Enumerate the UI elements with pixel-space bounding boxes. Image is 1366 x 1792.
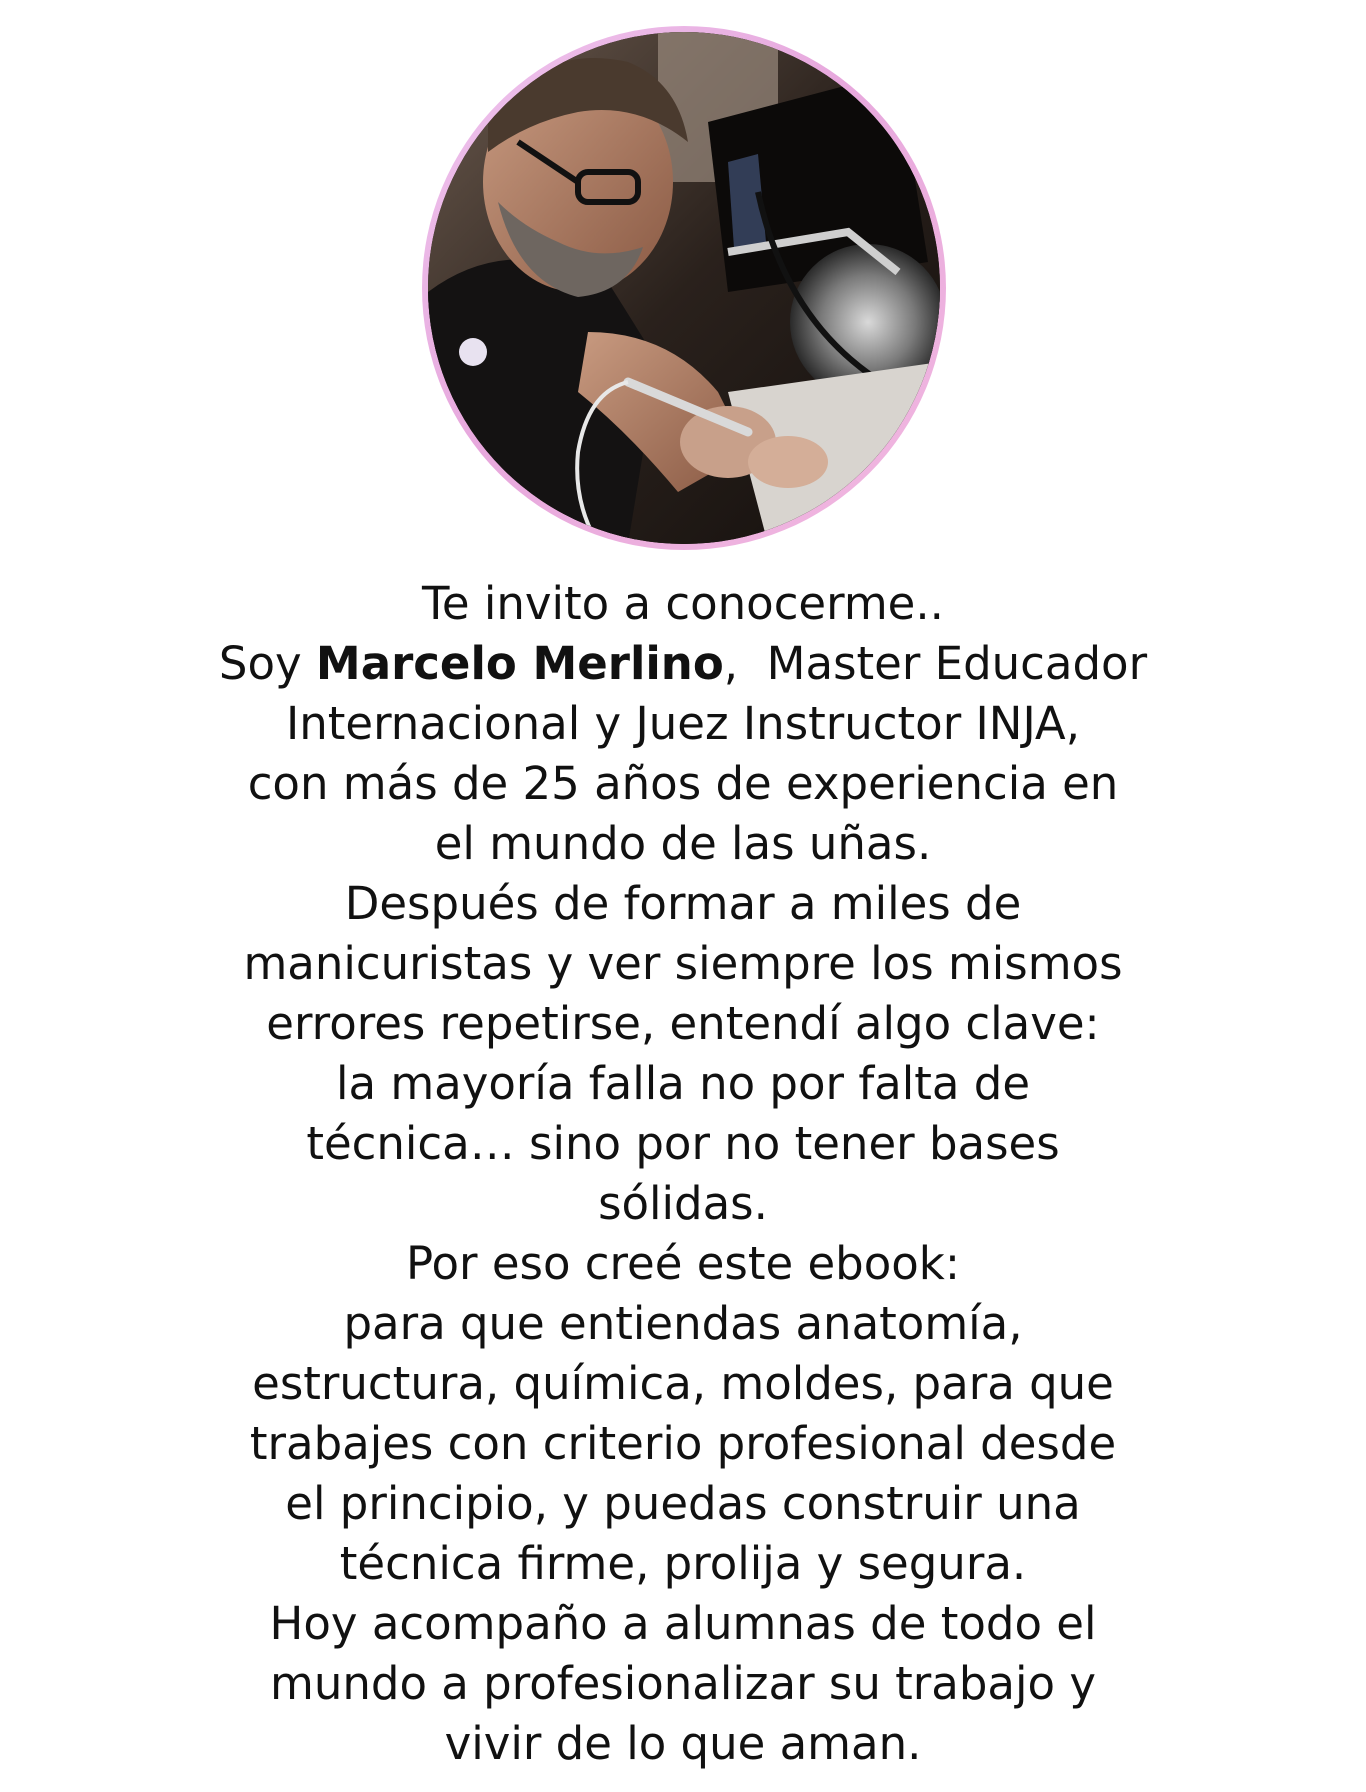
bio-line-7: manicuristas y ver siempre los mismos — [243, 937, 1123, 990]
bio-line-12: Por eso creé este ebook: — [405, 1237, 961, 1290]
bio-intro: Soy — [218, 637, 316, 690]
bio-line-2 — [120, 634, 1246, 694]
bio-line-8: errores repetirse, entendí algo clave: — [266, 997, 1100, 1050]
bio-line-20: vivir de lo que aman. — [444, 1717, 922, 1770]
bio-line-15: trabajes con criterio profesional desde — [249, 1417, 1117, 1470]
bio-line-1: Te invito a conocerme.. — [422, 577, 944, 630]
bio-line-17: técnica firme, prolija y segura. — [339, 1537, 1027, 1590]
bio-line-11: sólidas. — [598, 1177, 768, 1230]
bio-line-10: técnica… sino por no tener bases — [306, 1117, 1060, 1170]
bio-line-16: el principio, y puedas construir una — [285, 1477, 1081, 1530]
man-working-on-nails-photo — [428, 32, 940, 544]
profile-photo — [428, 32, 940, 544]
profile-photo-frame — [422, 26, 946, 550]
bio-line-4: con más de 25 años de experiencia en — [247, 757, 1119, 810]
bio-line-6: Después de formar a miles de — [344, 877, 1022, 930]
bio-line-3: Internacional y Juez Instructor INJA, — [285, 697, 1081, 750]
author-title: , Master Educador — [723, 637, 1148, 690]
bio-line-18: Hoy acompaño a alumnas de todo el — [269, 1597, 1097, 1650]
bio-text — [120, 574, 1246, 1774]
bio-line-14: estructura, química, moldes, para que — [252, 1357, 1114, 1410]
author-name: Marcelo Merlino — [315, 637, 724, 690]
bio-line-9: la mayoría falla no por falta de — [335, 1057, 1031, 1110]
bio-line-5: el mundo de las uñas. — [434, 817, 932, 870]
bio-line-19: mundo a profesionalizar su trabajo y — [270, 1657, 1096, 1710]
bio-line-13: para que entiendas anatomía, — [343, 1297, 1023, 1350]
